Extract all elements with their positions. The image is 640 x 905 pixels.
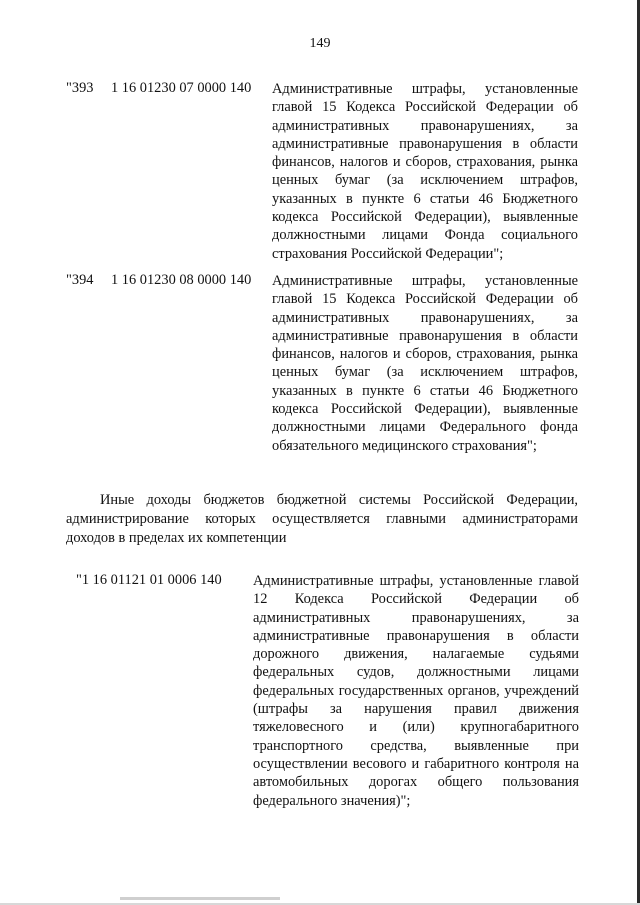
page-number: 149 <box>309 36 331 51</box>
section-heading: Иные доходы бюджетов бюджетной системы Российской Федерации, администрирование которых осуществляется главными администраторами доходов в пределах их компетенции <box>66 492 578 546</box>
row-number-393: "393 <box>66 80 94 96</box>
row-code-394: 1 16 01230 08 0000 140 <box>111 272 252 288</box>
row-number-394: "394 <box>66 272 94 288</box>
section-row-code: "1 16 01121 01 0006 140 <box>76 572 222 588</box>
row-description-393: Административные штрафы, установленные главой 15 Кодекса Российской Федерации об административных правонарушениях, за административные правонарушения в области финансов, налогов и сборов, страхования, рынка ценных бумаг (за исключением штрафов, указанных в пункте 6 статьи 46 Бюджетного кодекса Российской Федерации), выявленные должностными лицами Фонда социального страхования Российской Федерации"; <box>272 81 578 262</box>
row-description-394: Административные штрафы, установленные главой 15 Кодекса Российской Федерации об административных правонарушениях, за административные правонарушения в области финансов, налогов и сборов, страхования, рынка ценных бумаг (за исключением штрафов, указанных в пункте 6 статьи 46 Бюджетного кодекса Российской Федерации), выявленные должностными лицами Федерального фонда обязательного медицинского страхования"; <box>272 273 578 454</box>
row-code-393: 1 16 01230 07 0000 140 <box>111 80 252 96</box>
scan-artifact <box>120 897 280 900</box>
section-row-description: Административные штрафы, установленные главой 12 Кодекса Российской Федерации об административных правонарушениях, за административные правонарушения в области дорожного движения, налагаемые судьями федеральных судов, должностными лицами федеральных государственных органов, учреждений (штрафы за нарушения правил движения тяжеловесного и (или) крупногабаритного транспортного средства, выявленные при осуществлении весового и габаритного контроля на автомобильных дорогах общего пользования федерального значения)"; <box>253 573 579 809</box>
